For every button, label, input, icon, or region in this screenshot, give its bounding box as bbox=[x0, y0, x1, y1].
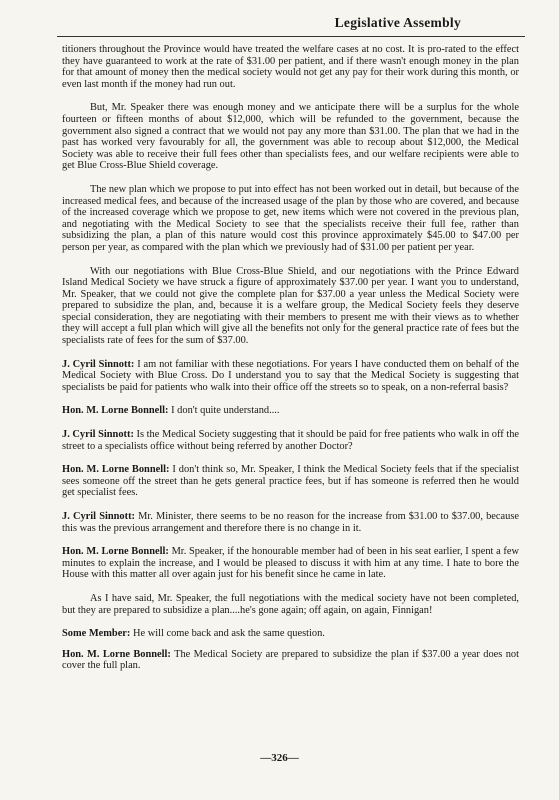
paragraph-text: The Medical Society are prepared to subsidize the plan if $37.00 a year does not cover the full plan. bbox=[62, 648, 519, 672]
running-title: Legislative Assembly bbox=[334, 15, 461, 30]
paragraph-text: Is the Medical Society suggesting that it should be paid for free patients who walk in off the street to a specialists office without being referred by another Doctor? bbox=[62, 429, 520, 452]
paragraph-5 bbox=[62, 359, 519, 394]
paragraph-text: Mr. Speaker, if the honourable member had of been in his seat earlier, I spent a few minutes to explain the increase, and I would be pleased to discuss it with him at any time. I hate to bore the House with this matter all over again just for his benefit since he came in late. bbox=[62, 546, 519, 581]
running-head bbox=[57, 15, 525, 31]
speaker-name: J. Cyril Sinnott: bbox=[62, 511, 135, 522]
paragraph-text: The new plan which we propose to put into effect has not been worked out in detail, but because of the increased medical fees, and because of the increased usage of the plan by those who are covered, and because of the increased coverage which we propose to get, new items which were not covered in the previous plan, and negotiating with the Medical Society to see that the specialists receive their full fee, rather than subsidizing the plan, a plan of this nature would cost this province approximately $45.00 to $47.00 per person per year, as compared with the plan which we previously had of $31.00 per patient per year. bbox=[62, 183, 519, 253]
paragraph-4 bbox=[62, 266, 519, 347]
paragraph-10 bbox=[62, 546, 519, 581]
paragraph-text: I don't think so, Mr. Speaker, I think the Medical Society feels that if the specialist sees someone off the street than he gets general practice fees, but if has someone is referred then he would get specialist fees. bbox=[62, 464, 519, 499]
speaker-name: J. Cyril Sinnott: bbox=[62, 429, 134, 441]
paragraph-12 bbox=[62, 628, 519, 640]
page-number: —326— bbox=[260, 752, 299, 764]
paragraph-1 bbox=[62, 44, 519, 90]
paragraph-2 bbox=[62, 102, 519, 172]
paragraph-text: Mr. Minister, there seems to be no reason for the increase from $31.00 to $37.00, because this was the previous arrangement and therefore there is no change in it. bbox=[62, 511, 519, 534]
header-rule bbox=[57, 36, 525, 37]
paragraph-text: He will come back and ask the same question. bbox=[133, 628, 325, 640]
paragraph-8 bbox=[62, 464, 519, 499]
paragraph-text: With our negotiations with Blue Cross-Blue Shield, and our negotiations with the Prince Edward Island Medical Society we have struck a figure of approximately $37.00 per year. I want you to understand, Mr. Speaker, that we could not give the complete plan for $37.00 a year unless the Medical Society were prepared to subsidize the plan, and, because it is a welfare group, the Medical Society feels they deserve special consideration, they are negotiating with their members to present me with their views as to whether they will accept a full plan which will give all the benefits not only for the general practice rate of fees but the specialists rate of fees for the sum of $37.00. bbox=[62, 265, 520, 347]
speaker-name: Hon. M. Lorne Bonnell: bbox=[62, 648, 171, 660]
paragraph-text: I am not familiar with these negotiations. For years I have conducted them on behalf of the Medical Society with Blue Cross. Do I understand you to say that the Medical Society is suggesting that specialists be paid for patients who walk into their office off the streets so to speak, on a non-referral basis? bbox=[62, 358, 520, 393]
paragraph-6 bbox=[62, 405, 519, 417]
paragraph-text: But, Mr. Speaker there was enough money and we anticipate there will be a surplus for the whole fourteen or fifteen months of about $12,000, which will be refunded to the government, because the government also signed a contract that we would not pay any more than $31.00. The plan that we had in the past has worked very favourably for all, the government was able to recoup about $12,000, the Medical Society was able to receive their full fees other than specialists fees, and our welfare recipients were able to get Blue Cross-Blue Shield coverage. bbox=[62, 102, 519, 172]
speaker-name: J. Cyril Sinnott: bbox=[62, 358, 135, 370]
paragraph-7 bbox=[62, 429, 519, 452]
speaker-name: Hon. M. Lorne Bonnell: bbox=[62, 464, 170, 476]
paragraph-9 bbox=[62, 511, 519, 534]
speaker-name: Some Member: bbox=[62, 628, 131, 640]
page-body bbox=[62, 44, 519, 684]
paragraph-text: As I have said, Mr. Speaker, the full negotiations with the medical society have not been completed, but they are prepared to subsidize a plan....he's gone again; off again, on again, Finnigan! bbox=[62, 592, 519, 616]
paragraph-3 bbox=[62, 184, 519, 254]
paragraph-11 bbox=[62, 593, 519, 616]
speaker-name: Hon. M. Lorne Bonnell: bbox=[62, 405, 169, 417]
speaker-name: Hon. M. Lorne Bonnell: bbox=[62, 546, 169, 558]
paragraph-13 bbox=[62, 649, 519, 672]
paragraph-text: titioners throughout the Province would have treated the welfare cases at no cost. It is pro-rated to the effect they have guaranteed to work at the rate of $31.00 per patient, and if there wasn't enough money in the plan for that amount of money then the medical society would not get any pay for their work during this month, or even last month if the money had run out. bbox=[62, 44, 519, 90]
paragraph-text: I don't quite understand.... bbox=[171, 405, 280, 417]
